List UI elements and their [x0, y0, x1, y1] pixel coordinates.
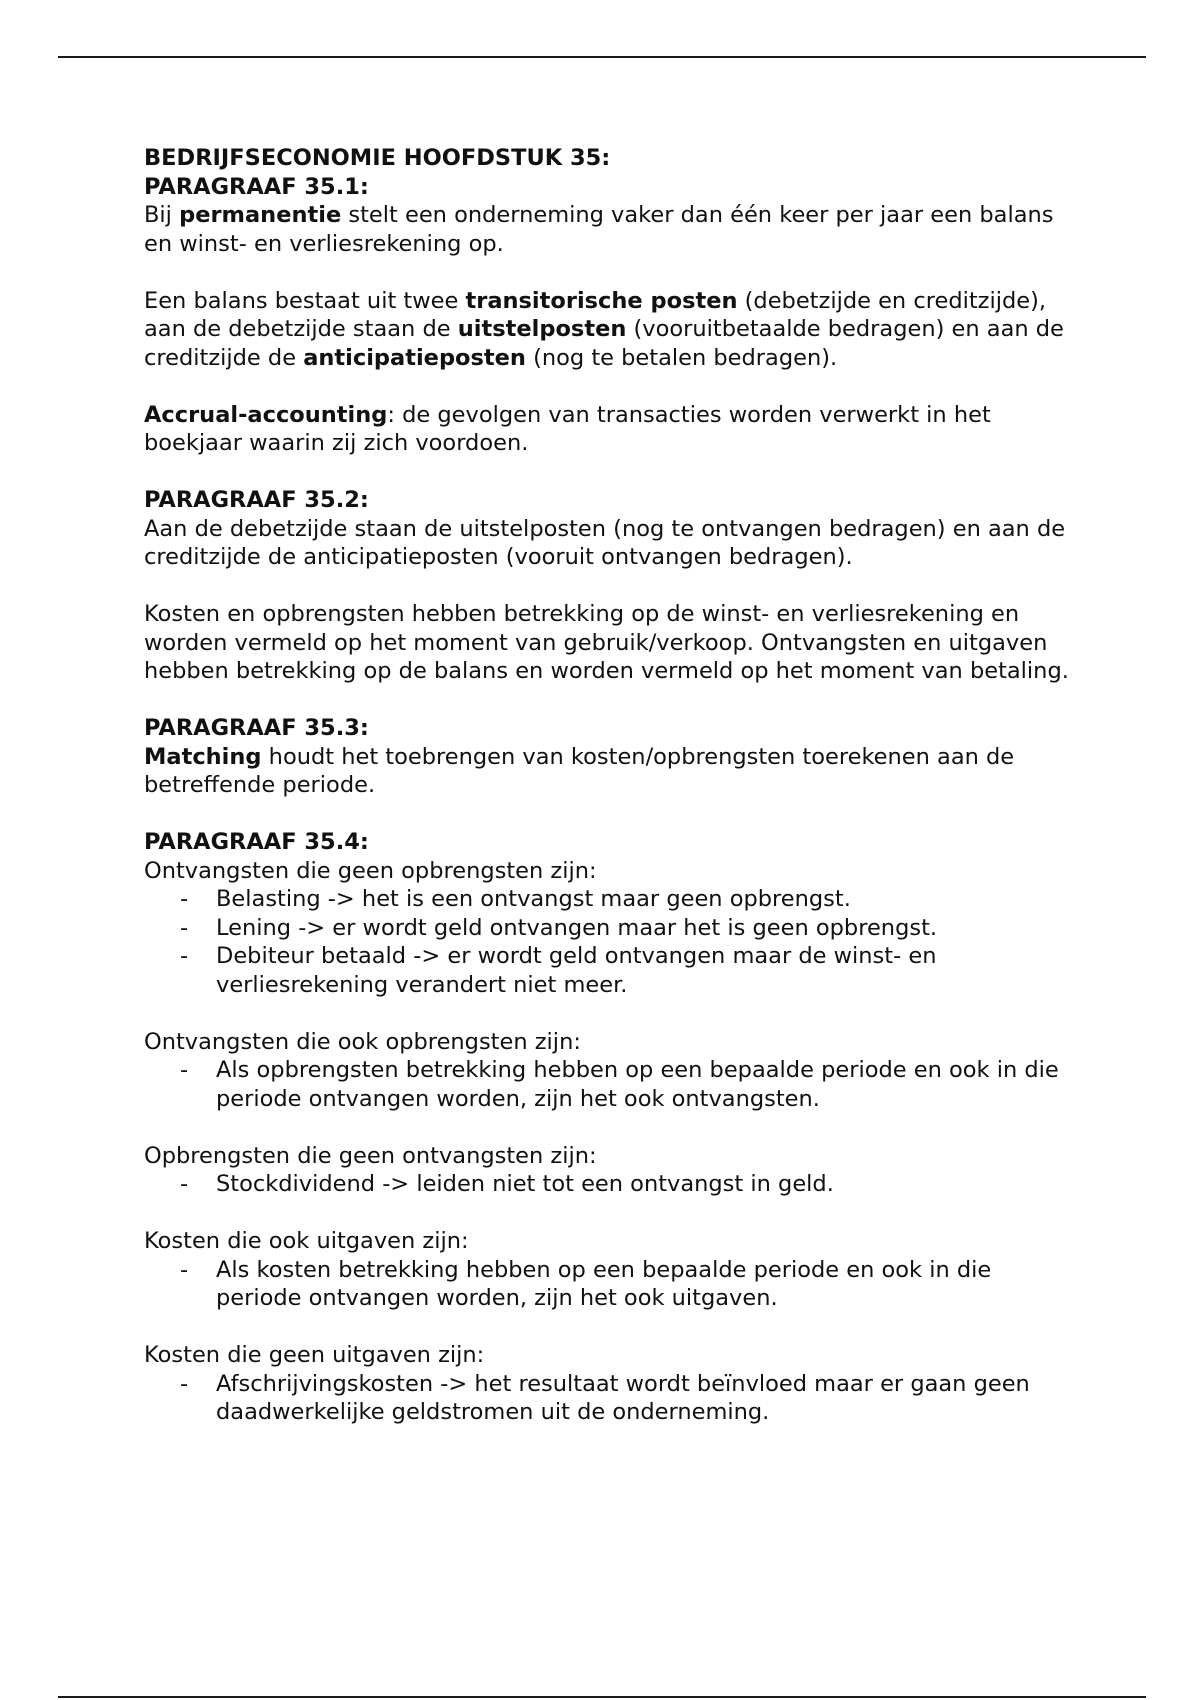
dash-list [144, 1370, 1074, 1427]
dash-list [144, 1170, 1074, 1199]
dash-bullet: - [180, 1370, 189, 1397]
list-intro: Ontvangsten die ook opbrengsten zijn: [144, 1028, 581, 1055]
document-title: BEDRIJFSECONOMIE HOOFDSTUK 35: [144, 145, 611, 171]
dash-bullet: - [180, 914, 189, 941]
document-body [144, 144, 1074, 1427]
section-heading-35-4: PARAGRAAF 35.4: [144, 829, 369, 855]
term-matching: Matching [144, 743, 262, 770]
dash-bullet: - [180, 886, 189, 912]
list-item: - Afschrijvingskosten -> het resultaat wordt beïnvloed maar er gaan geen daadwerkelijke geldstromen uit de onderneming. [180, 1370, 1030, 1425]
list-intro: Kosten die ook uitgaven zijn: [144, 1228, 469, 1254]
list-intro: Opbrengsten die geen ontvangsten zijn: [144, 1142, 597, 1169]
paragraph-debetzijde: Aan de debetzijde staan de uitstelposten (nog te ontvangen bedragen) en aan de creditzijde de anticipatieposten (vooruit ontvangen bedragen). [144, 515, 1066, 570]
dash-list [144, 885, 1074, 999]
term-uitstelposten: uitstelposten [457, 316, 627, 342]
dash-list [144, 1056, 1074, 1113]
term-permanentie: permanentie [179, 202, 342, 228]
top-rule [58, 56, 1146, 58]
dash-bullet: - [180, 1256, 189, 1283]
list-item: - Als kosten betrekking hebben op een bepaalde periode en ook in die periode ontvangen worden, zijn het ook uitgaven. [180, 1256, 992, 1311]
paragraph-permanentie: Bij permanentie stelt een onderneming vaker dan één keer per jaar een balans en winst- en verliesrekening op. [144, 202, 1054, 257]
bottom-rule [58, 1696, 1146, 1698]
list-item: - Lening -> er wordt geld ontvangen maar het is geen opbrengst. [180, 914, 938, 941]
dash-bullet: - [180, 943, 189, 969]
list-intro: Kosten die geen uitgaven zijn: [144, 1342, 485, 1368]
paragraph-balans: Een balans bestaat uit twee transitorische posten (debetzijde en creditzijde), aan de debetzijde staan de uitstelposten (vooruitbetaalde bedragen) en aan de creditzijde de anticipatieposten (nog te betalen bedragen). [144, 287, 1064, 371]
dash-bullet: - [180, 1171, 189, 1197]
list-item: - Stockdividend -> leiden niet tot een ontvangst in geld. [180, 1171, 834, 1197]
list-item: - Als opbrengsten betrekking hebben op een bepaalde periode en ook in die periode ontvangen worden, zijn het ook ontvangsten. [180, 1057, 1059, 1112]
list-intro: Ontvangsten die geen opbrengsten zijn: [144, 857, 597, 884]
paragraph-matching: Matching houdt het toebrengen van kosten/opbrengsten toerekenen aan de betreffende periode. [144, 743, 1015, 798]
section-heading-35-3: PARAGRAAF 35.3: [144, 715, 369, 741]
section-heading-35-2: PARAGRAAF 35.2: [144, 487, 369, 513]
term-anticipatieposten: anticipatieposten [303, 344, 526, 371]
dash-list [144, 1256, 1074, 1313]
paragraph-kosten-opbrengsten: Kosten en opbrengsten hebben betrekking op de winst- en verliesrekening en worden vermeld op het moment van gebruik/verkoop. Ontvangsten en uitgaven hebben betrekking op de balans en worden vermeld op het moment van betaling. [144, 601, 1069, 684]
dash-bullet: - [180, 1057, 189, 1083]
term-accrual-accounting: Accrual-accounting [144, 401, 388, 428]
paragraph-accrual-accounting: Accrual-accounting: de gevolgen van transacties worden verwerkt in het boekjaar waarin zij zich voordoen. [144, 401, 991, 456]
list-item: - Debiteur betaald -> er wordt geld ontvangen maar de winst- en verliesrekening verandert niet meer. [180, 943, 937, 998]
term-transitorische-posten: transitorische posten [465, 287, 738, 314]
section-heading-35-1: PARAGRAAF 35.1: [144, 173, 369, 200]
list-item: - Belasting -> het is een ontvangst maar geen opbrengst. [180, 886, 851, 912]
